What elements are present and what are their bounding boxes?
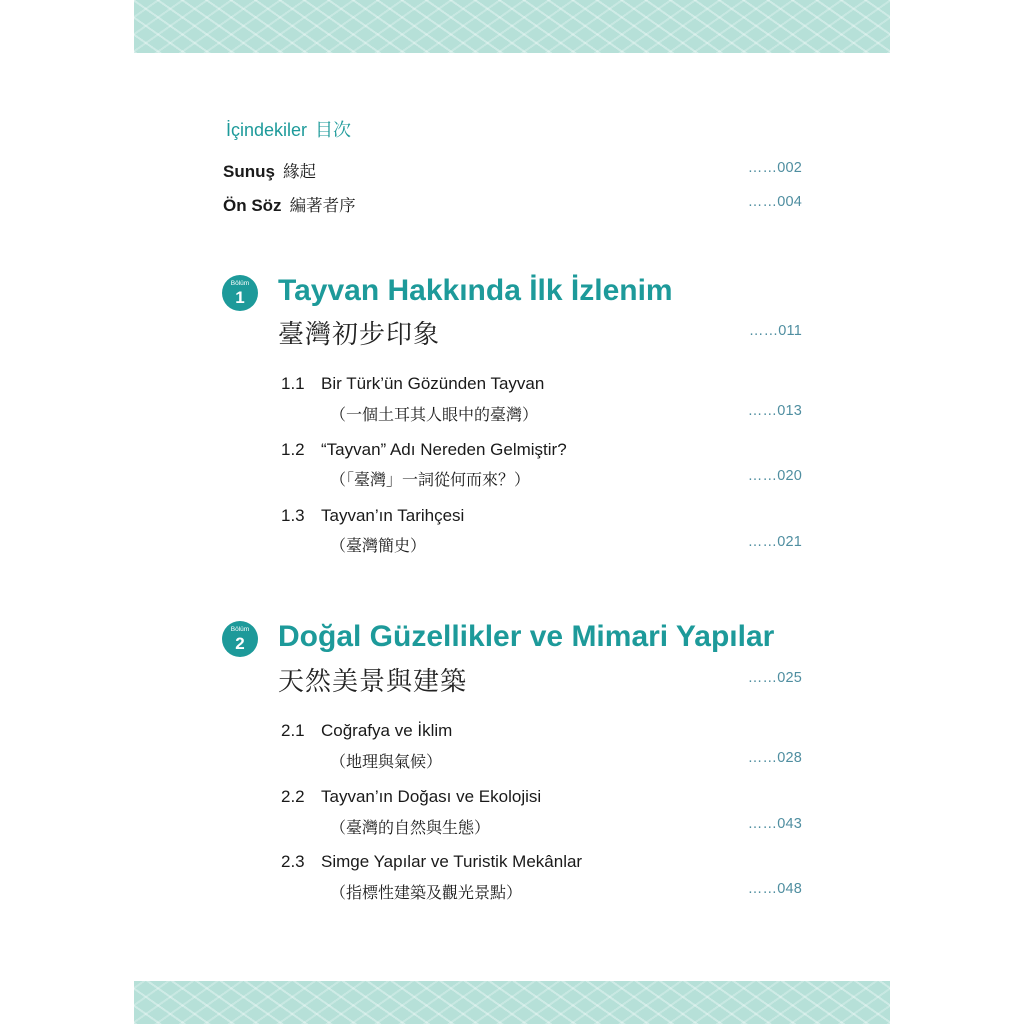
section-title-zh: （一個土耳其人眼中的臺灣） <box>330 407 539 424</box>
front-entry-on-soz[interactable] <box>223 192 356 216</box>
section-number: 2.3 <box>281 852 305 871</box>
chapter-title[interactable]: Doğal Güzellikler ve Mimari Yapılar <box>278 620 775 653</box>
section-title[interactable]: Tayvan’ın Doğası ve Ekolojisi <box>321 787 542 806</box>
toc-heading <box>226 116 351 142</box>
page-number: ……043 <box>747 816 802 832</box>
front-entry-zh: 緣起 <box>282 163 316 181</box>
footer-decor-band <box>134 981 890 1024</box>
chapter-badge-label: Bölüm <box>230 626 250 633</box>
chapter-title-zh: 天然美景與建築 <box>278 666 468 696</box>
section-number: 1.3 <box>281 506 305 525</box>
toc-heading-zh: 目次 <box>315 120 352 140</box>
chapter-title[interactable]: Tayvan Hakkında İlk İzlenim <box>278 274 673 307</box>
section-number: 2.1 <box>281 721 305 740</box>
chapter-badge <box>222 621 258 657</box>
section-title[interactable]: Tayvan’ın Tarihçesi <box>321 506 465 525</box>
page-number: ……025 <box>747 670 802 686</box>
page-number: ……028 <box>747 750 802 766</box>
section-number: 2.2 <box>281 787 305 806</box>
chapter-title-zh: 臺灣初步印象 <box>278 319 441 349</box>
section-title-zh: （臺灣的自然與生態） <box>330 820 491 837</box>
front-entry-tr: Sunuş <box>223 162 275 181</box>
page-number: ……004 <box>747 194 802 210</box>
front-entry-sunus[interactable] <box>223 158 316 182</box>
page-number: ……013 <box>747 403 802 419</box>
section-title[interactable]: Bir Türk’ün Gözünden Tayvan <box>321 374 545 393</box>
chapter-badge-number: 2 <box>235 634 245 653</box>
front-entry-zh: 編著者序 <box>289 197 356 215</box>
section-title-zh: （指標性建築及觀光景點） <box>330 885 523 902</box>
page-number: ……020 <box>747 468 802 484</box>
section-number: 1.2 <box>281 440 305 459</box>
page-number: ……002 <box>747 160 802 176</box>
header-decor-band <box>134 0 890 53</box>
page-number: ……011 <box>748 323 802 339</box>
chapter-badge-label: Bölüm <box>230 280 250 287</box>
page-number: ……048 <box>747 881 802 897</box>
section-number: 1.1 <box>281 374 305 393</box>
chapter-badge-number: 1 <box>235 288 245 307</box>
page-number: ……021 <box>747 534 802 550</box>
section-title-zh: （臺灣簡史） <box>330 538 427 555</box>
chapter-badge <box>222 275 258 311</box>
section-title-zh: （「臺灣」一詞從何而來？） <box>330 472 531 489</box>
section-title[interactable]: Simge Yapılar ve Turistik Mekânlar <box>321 852 583 871</box>
section-title[interactable]: Coğrafya ve İklim <box>321 721 453 740</box>
toc-heading-tr: İçindekiler <box>226 120 308 140</box>
section-title[interactable]: “Tayvan” Adı Nereden Gelmiştir? <box>321 440 567 459</box>
front-entry-tr: Ön Söz <box>223 196 282 215</box>
section-title-zh: （地理與氣候） <box>330 754 443 771</box>
